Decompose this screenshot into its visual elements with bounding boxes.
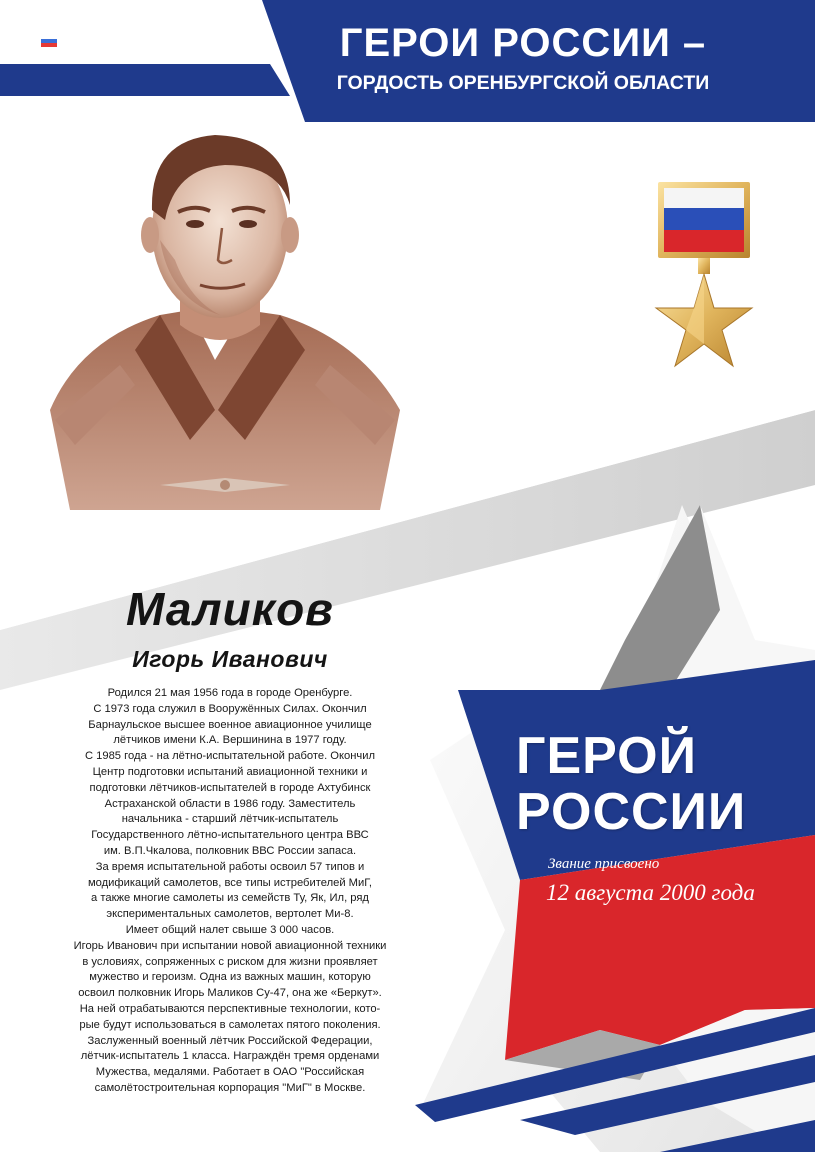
bio-line: Мужества, медалями. Работает в ОАО "Российская	[95, 1066, 365, 1079]
bio-line: им. В.П.Чкалова, полковник ВВС России запаса.	[103, 844, 357, 857]
bio-line: Заслуженный военный лётчик Российской Федерации,	[87, 1034, 373, 1047]
bio-line: Имеет общий налет свыше 3 000 часов.	[125, 923, 335, 936]
bio-line: Центр подготовки испытаний авиационной техники и	[92, 765, 368, 778]
hero-title-line1: ГЕРОЙ	[516, 727, 697, 785]
hero-given-names: Игорь Иванович	[132, 646, 328, 672]
historical-memory-monument-icon	[93, 31, 109, 57]
bio-line: С 1973 года служил в Вооружённых Силах. Окончил	[93, 702, 367, 715]
bio-line: Игорь Иванович при испытании новой авиационной техники	[73, 939, 387, 952]
logo-state-duma	[163, 27, 207, 61]
logo-historical-memory	[93, 31, 154, 57]
bio-line: Государственного лётно-испытательного центра ВВС	[91, 829, 369, 842]
bio-line: Астраханской области в 1986 году. Заместитель	[104, 797, 356, 810]
header-logos	[40, 22, 207, 66]
hero-of-russia-title	[516, 728, 746, 840]
bio-line: самолётостроительная корпорация "МиГ" в Москве.	[94, 1081, 366, 1094]
bio-line: в условиях, сопряженных с риском для жизни проявляет	[82, 955, 378, 968]
bio-line: подготовки лётчиков-испытателей в городе Ахтубинск	[89, 781, 371, 794]
logo-historical-memory-text: ПРОЕКТ ИСТОРИЧЕСКАЯ ПАМЯТЬ	[111, 35, 154, 53]
bio-line: Родился 21 мая 1956 года в городе Оренбурге.	[107, 687, 353, 699]
logo-united-russia	[40, 34, 83, 54]
bio-line: освоил полковник Игорь Маликов Су-47, она же «Беркут».	[78, 987, 382, 1000]
page-title-line2: ГОРДОСТЬ ОРЕНБУРГСКОЙ ОБЛАСТИ	[336, 72, 710, 94]
bio-line: лётчик-испытатель 1 класса. Награждён тремя орденами	[80, 1050, 380, 1063]
bio-line: а также многие самолеты из семейств Ту, Як, Ил, ряд	[91, 892, 369, 905]
award-date: 12 августа 2000 года	[546, 880, 755, 905]
bio-line: начальника - старший лётчик-испытатель	[121, 813, 339, 826]
bio-line: мужество и героизм. Одна из важных машин, которую	[89, 971, 371, 984]
logo-united-russia-text: ЕДИНАЯ РОССИЯ	[61, 38, 83, 50]
page-title-line1: ГЕРОИ РОССИИ –	[339, 21, 707, 65]
hero-title-line2: РОССИИ	[516, 783, 747, 841]
bio-line: На ней отрабатываются перспективные технологии, кото-	[79, 1002, 381, 1015]
bio-line: За время испытательной работы освоил 57 типов и	[95, 860, 365, 873]
united-russia-bear-flag-icon	[40, 34, 58, 54]
award-label: Звание присвоено	[548, 856, 660, 872]
hero-surname: Маликов	[126, 583, 334, 635]
bio-line: С 1985 года - на лётно-испытательной работе. Окончил	[84, 750, 376, 763]
bio-line: рые будут использоваться в самолетах пятого поколения.	[79, 1018, 381, 1031]
page-title	[323, 18, 723, 96]
hero-of-russia-gold-star-medal-icon	[650, 180, 758, 385]
pilot-portrait-sketch	[40, 110, 410, 510]
biography-text	[30, 686, 430, 1097]
header-blue-band	[0, 64, 290, 96]
bio-line: экспериментальных самолетов, вертолет Ми-8.	[106, 908, 354, 921]
bio-line: Барнаульское высшее военное авиационное училище	[88, 718, 372, 731]
bio-line: модификаций самолетов, все типы истребителей МиГ,	[87, 876, 373, 889]
state-duma-emblem-icon	[163, 27, 207, 61]
bio-line: лётчиков имени К.А. Вершинина в 1977 году.	[113, 734, 347, 747]
